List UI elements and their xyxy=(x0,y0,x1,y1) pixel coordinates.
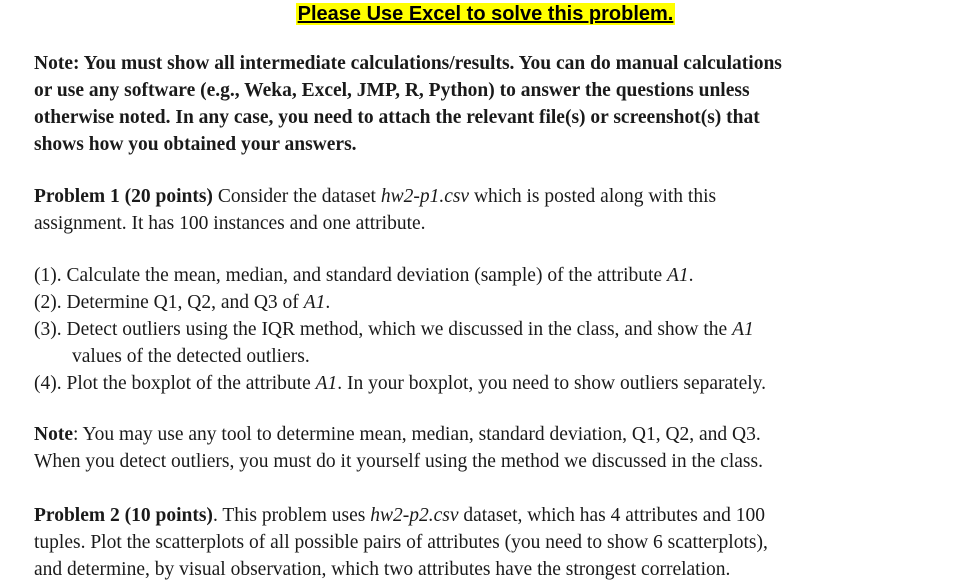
item-3-text: (3). Detect outliers using the IQR method, which we discussed in the class, and show the xyxy=(34,319,733,340)
item-3 xyxy=(34,316,944,343)
banner xyxy=(0,3,971,26)
problem-1-heading: Problem 1 (20 points) xyxy=(34,186,213,207)
note-line-3: otherwise noted. In any case, you need to attach the relevant file(s) or screenshot(s) that xyxy=(34,107,760,128)
note-line-1: Note: You must show all intermediate calculations/results. You can do manual calculations xyxy=(34,53,782,74)
problem-2-line-2: tuples. Plot the scatterplots of all possible pairs of attributes (you need to show 6 scatterplots), xyxy=(34,532,768,553)
item-1-end: . xyxy=(688,265,694,286)
item-4-attr: A1 xyxy=(315,373,338,394)
note-2-label: Note xyxy=(34,424,73,445)
problem-2-line-3: and determine, by visual observation, which two attributes have the strongest correlation. xyxy=(34,559,731,580)
item-2-text: (2). Determine Q1, Q2, and Q3 of xyxy=(34,292,304,313)
item-2-end: . xyxy=(325,292,331,313)
note-line-4: shows how you obtained your answers. xyxy=(34,134,357,155)
problem-1-intro xyxy=(34,183,944,237)
problem-2-heading: Problem 2 (10 points) xyxy=(34,505,213,526)
problem-2-dataset: hw2-p2.csv xyxy=(370,505,459,526)
problem-1-dataset: hw2-p1.csv xyxy=(380,186,470,207)
problem-2-text-b: dataset, which has 4 attributes and 100 xyxy=(458,505,765,526)
problem-1-line-2: assignment. It has 100 instances and one attribute. xyxy=(34,213,426,234)
item-4-end: . In your boxplot, you need to show outliers separately. xyxy=(337,373,767,394)
note-paragraph xyxy=(34,50,944,158)
problem-2-line-1 xyxy=(34,502,944,529)
problem-1-items xyxy=(34,262,944,397)
note-2-paragraph xyxy=(34,421,944,475)
item-3-continued: values of the detected outliers. xyxy=(72,346,310,367)
note-2-text: : You may use any tool to determine mean, median, standard deviation, Q1, Q2, and Q3. xyxy=(72,424,761,445)
item-4-text: (4). Plot the boxplot of the attribute xyxy=(34,373,316,394)
problem-2-text-a: . This problem uses xyxy=(212,505,371,526)
item-2 xyxy=(34,289,944,316)
problem-1-text-b: which is posted along with this xyxy=(469,186,717,207)
problem-2 xyxy=(34,502,944,583)
item-2-attr: A1 xyxy=(303,292,326,313)
item-1 xyxy=(34,262,944,289)
banner-text: Please Use Excel to solve this problem. xyxy=(297,3,674,25)
item-1-text: (1). Calculate the mean, median, and standard deviation (sample) of the attribute xyxy=(34,265,667,286)
item-4 xyxy=(34,370,944,397)
problem-1-text-a: Consider the dataset xyxy=(212,186,381,207)
note-2-line-1 xyxy=(34,421,944,448)
note-2-line-2: When you detect outliers, you must do it yourself using the method we discussed in the class. xyxy=(34,451,763,472)
note-line-2: or use any software (e.g., Weka, Excel, JMP, R, Python) to answer the questions unless xyxy=(34,80,750,101)
item-1-attr: A1 xyxy=(666,265,689,286)
item-3-attr: A1 xyxy=(732,319,754,340)
problem-1-line-1 xyxy=(34,183,944,210)
